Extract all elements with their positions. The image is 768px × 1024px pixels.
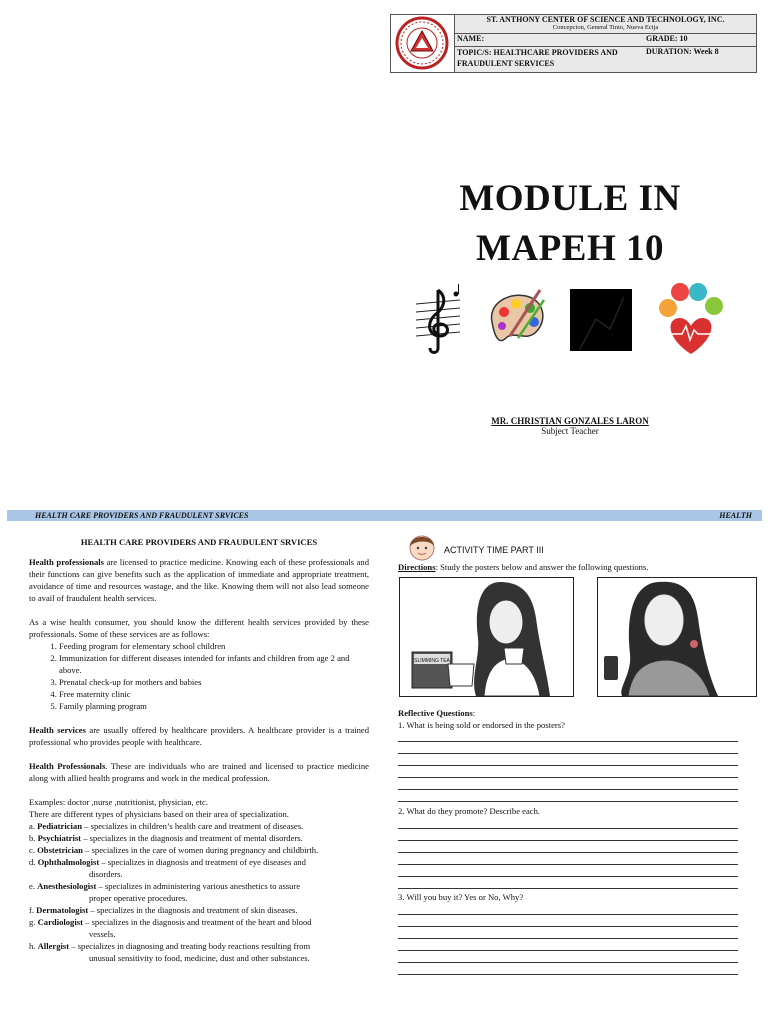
directions-line <box>398 562 648 572</box>
service-item: 4. Free maternity clinic <box>59 688 369 700</box>
specialist-cont: disorders. <box>89 869 123 879</box>
band-right-subject: HEALTH <box>719 511 752 520</box>
service-item: 1. Feeding program for elementary school children <box>59 640 369 652</box>
lesson-column <box>29 536 369 964</box>
title-line-1: MODULE IN <box>459 178 681 219</box>
school-banner <box>455 15 756 34</box>
school-address: Concepcion, General Tinio, Nueva Ecija <box>552 24 659 31</box>
teacher-name: MR. CHRISTIAN GONZALES LARON <box>491 416 649 426</box>
p1-text: are licensed to practice medicine. Knowing each of these professionals and their functions can give benefits such as the application of immediate and appropriate treatment, avoidance of time and resources wastage, and the like. Knowing them will not also lead someone to avail of fraudulent health services. <box>29 557 369 603</box>
question-3: 3. Will you buy it? Yes or No, Why? <box>398 892 524 902</box>
answer-line[interactable] <box>398 950 738 951</box>
directions-label: Directions <box>398 562 436 572</box>
teacher-block <box>440 416 700 436</box>
art-palette-icon <box>484 286 550 352</box>
specialist-item: c. Obstetrician – specializes in the care of women during pregnancy and childbirth. <box>29 845 319 855</box>
answer-line[interactable] <box>398 888 738 889</box>
examples-line: Examples: doctor ,nurse ,nutritionist, physician, etc. <box>29 797 209 807</box>
specialist-cont: unusual sensitivity to food, medicine, dust and other substances. <box>89 953 310 963</box>
specialist-item: b. Psychiatrist – specializes in the diagnosis and treatment of mental disorders. <box>29 833 303 843</box>
specialist-item: e. Anesthesiologist – specializes in administering various anesthetics to assure <box>29 881 301 891</box>
reflective-heading: Reflective Questions: <box>398 708 476 718</box>
answer-line[interactable] <box>398 765 738 766</box>
p3-term: Health services <box>29 725 86 735</box>
health-heart-icon <box>652 282 730 356</box>
answer-line[interactable] <box>398 777 738 778</box>
lesson-paragraph-4 <box>29 760 369 784</box>
service-item: 2. Immunization for different diseases intended for infants and children from age 2 and above. <box>59 652 369 676</box>
specialist-cont: vessels. <box>89 929 116 939</box>
section-band <box>7 510 762 521</box>
p4-term: Health Professionals <box>29 761 106 771</box>
answer-line[interactable] <box>398 914 738 915</box>
music-clef-icon <box>412 282 464 356</box>
answer-line[interactable] <box>398 938 738 939</box>
answer-line[interactable] <box>398 926 738 927</box>
header-table <box>390 14 757 73</box>
duration-field: DURATION: Week 8 <box>642 47 756 72</box>
lesson-paragraph-1 <box>29 556 369 604</box>
p3-text: are usually offered by healthcare providers. A healthcare provider is a trained professional who provides people with healthcare. <box>29 725 369 747</box>
question-2: 2. What do they promote? Describe each. <box>398 806 541 816</box>
answer-line[interactable] <box>398 974 738 975</box>
specialist-item: f. Dermatologist – specializes in the diagnosis and treatment of skin diseases. <box>29 905 298 915</box>
poster-slimming-tea <box>399 577 574 697</box>
specialist-item: a. Pediatrician – specializes in children’s health care and treatment of diseases. <box>29 821 304 831</box>
answer-line[interactable] <box>398 864 738 865</box>
student-avatar-icon <box>404 532 440 566</box>
services-list <box>29 640 369 712</box>
p4-text: . These are individuals who are trained and licensed to practice medicine along with allied health programs and work in the medical profession. <box>29 761 369 783</box>
types-intro: There are different types of physicians based on their area of specialization. <box>29 809 289 819</box>
poster-woman-phone <box>597 577 757 697</box>
specialist-item: h. Allergist – specializes in diagnosing and treating body reactions resulting from <box>29 941 311 951</box>
school-name: ST. ANTHONY CENTER OF SCIENCE AND TECHNOLOGY, INC. <box>486 15 725 24</box>
title-line-2: MAPEH 10 <box>476 228 664 269</box>
specialist-cont: proper operative procedures. <box>89 893 188 903</box>
poster-box-label: SLIMMING TEA <box>414 658 450 664</box>
answer-line[interactable] <box>398 828 738 829</box>
answer-line[interactable] <box>398 753 738 754</box>
answer-line[interactable] <box>398 852 738 853</box>
lesson-paragraph-2: As a wise health consumer, you should know the different health services provided by these professionals. Some of these services are as follows: <box>29 617 369 639</box>
answer-line[interactable] <box>398 840 738 841</box>
service-item: 3. Prenatal check-up for mothers and babies <box>59 676 369 688</box>
specialists-list <box>29 820 369 964</box>
answer-line[interactable] <box>398 962 738 963</box>
grade-field: GRADE: 10 <box>642 34 756 47</box>
directions-text: : Study the posters below and answer the following questions. <box>435 562 649 572</box>
topic-field: TOPIC/S: HEALTHCARE PROVIDERS AND FRAUDULENT SERVICES <box>455 47 643 72</box>
answer-line[interactable] <box>398 801 738 802</box>
lesson-paragraph-3 <box>29 724 369 748</box>
reflective-label: Reflective Questions <box>398 708 473 718</box>
specialist-item: g. Cardiologist – specializes in the diagnosis and treatment of the heart and blood <box>29 917 312 927</box>
band-left-title: HEALTH CARE PROVIDERS AND FRAUDULENT SRVICES <box>35 511 249 520</box>
service-item: 5. Family planning program <box>59 700 369 712</box>
specialist-item: d. Ophthalmologist – specializes in diagnosis and treatment of eye diseases and <box>29 857 306 867</box>
answer-line[interactable] <box>398 789 738 790</box>
question-1: 1. What is being sold or endorsed in the posters? <box>398 720 565 730</box>
activity-title: ACTIVITY TIME PART III <box>444 545 544 555</box>
p1-term: Health professionals <box>29 557 105 567</box>
answer-line[interactable] <box>398 741 738 742</box>
lesson-heading: HEALTH CARE PROVIDERS AND FRAUDULENT SRVICES <box>80 537 318 547</box>
pe-image-icon <box>570 289 632 351</box>
school-logo <box>391 15 455 72</box>
name-field: NAME: <box>455 34 643 47</box>
module-title <box>420 174 720 274</box>
teacher-role: Subject Teacher <box>541 426 599 436</box>
answer-line[interactable] <box>398 876 738 877</box>
